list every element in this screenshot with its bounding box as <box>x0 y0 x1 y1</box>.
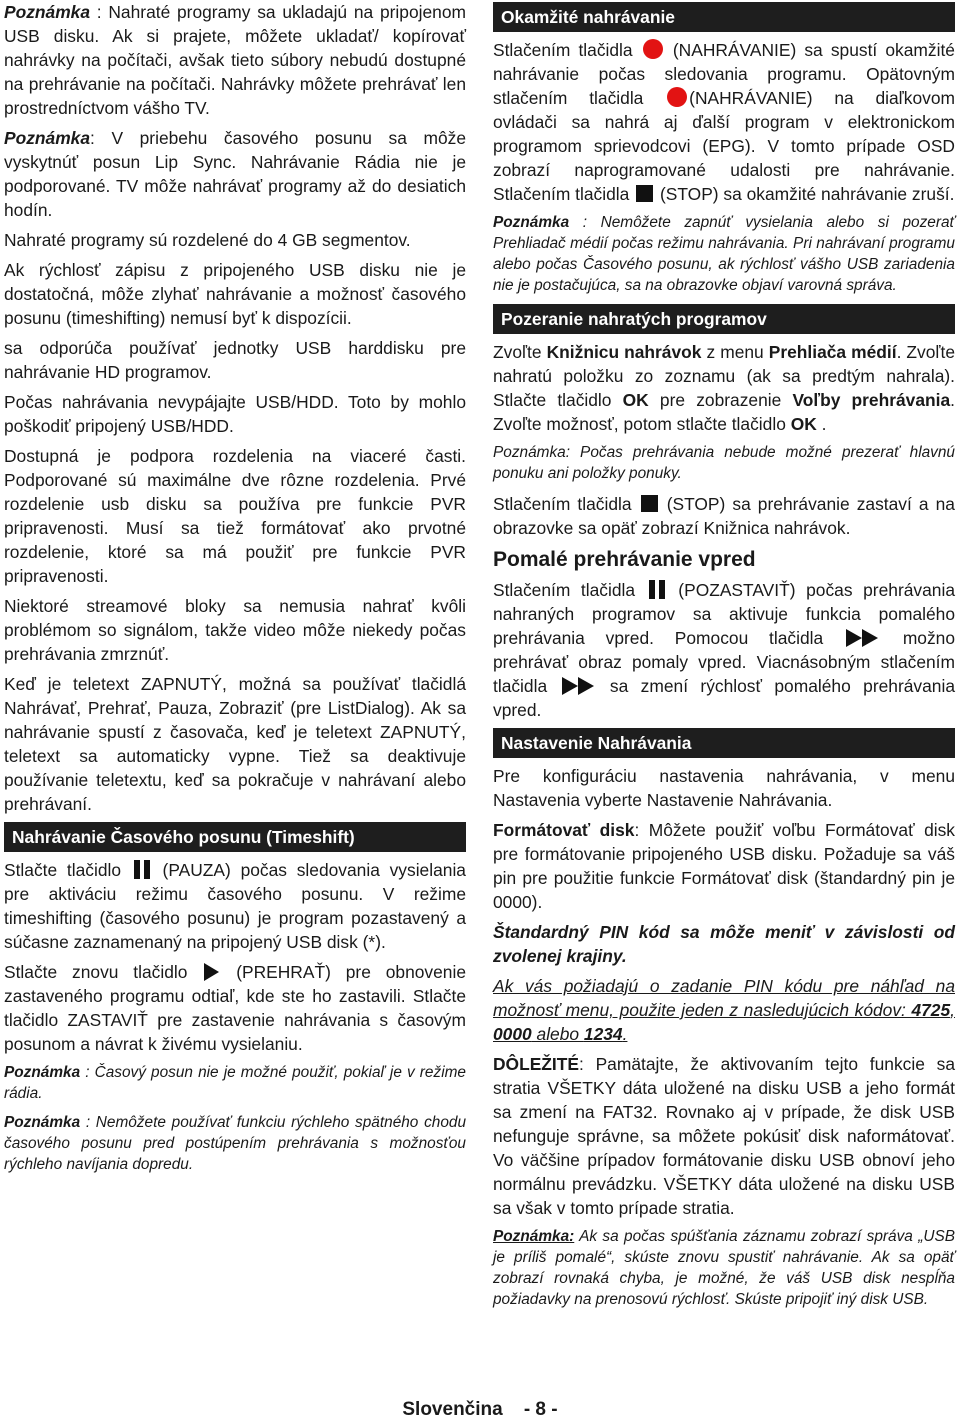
note-media-browser: Poznámka : Nemôžete zapnúť vysielania alebo si pozerať Prehliadač médií počas režimu nahrávania. Pri nahrávaní programu alebo počas Časového posunu, ak rýchlosť vášho USB zariadenia nie je postačujúca, sa na obrazovke objaví varovná správa. <box>493 214 955 294</box>
left-column <box>4 0 466 1183</box>
section-header-watching-recordings: Pozeranie nahratých programov <box>493 304 955 334</box>
pause-icon <box>648 580 666 599</box>
paragraph-pin-codes: Ak vás požiadajú o zadanie PIN kódu pre náhľad na možnosť menu, použite jeden z nasledujúcich kódov: 4725, 0000 alebo 1234. <box>493 976 955 1044</box>
heading-slow-forward: Pomalé prehrávanie vpred <box>493 548 756 571</box>
stop-icon <box>636 185 653 202</box>
paragraph-segments: Nahraté programy sú rozdelené do 4 GB segmentov. <box>4 230 411 250</box>
section-header-instant-recording: Okamžité nahrávanie <box>493 2 955 32</box>
paragraph-stream-blocks: Niektoré streamové bloky sa nemusia nahrať kvôli problémom so signálom, takže video môže niekedy počas prehrávania zmrznúť. <box>4 596 466 664</box>
stop-icon <box>641 495 658 512</box>
note-usb-slow: Poznámka: Ak sa počas spúšťania záznamu zobrazí správa „USB je príliš pomalé“, skúste znovu spustiť nahrávanie. Ak sa opäť zobrazí rovnaká chyba, je možné, že váš USB disk nespĺňa požiadavky na prenosovú rýchlosť. Skúste pripojiť iný disk USB. <box>493 1228 955 1308</box>
right-column <box>493 0 955 1318</box>
section-header-recording-settings: Nastavenie Nahrávania <box>493 728 955 758</box>
fast-forward-icon <box>562 677 596 695</box>
paragraph-partitions: Dostupná je podpora rozdelenia na viaceré časti. Podporované sú maximálne dve rôzne rozdelenia. Prvé rozdelenie usb disku sa používa pre funkcie PVR pripravenosti. Musí sa tiež formátovať ako prvotné rozdelenie, ktoré sa má použiť pre funkcie PVR pripravenosti. <box>4 446 466 586</box>
paragraph-recording-settings: Pre konfiguráciu nastavenia nahrávania, v menu Nastavenia vyberte Nastavenie Nahrávania. <box>493 766 955 810</box>
record-icon <box>667 87 687 107</box>
paragraph-pin-country: Štandardný PIN kód sa môže meniť v závislosti od zvolenej krajiny. <box>493 922 955 966</box>
paragraph-important: DÔLEŽITÉ: Pamätajte, že aktivovaním tejto funkcie sa stratia VŠETKY dáta uložené na disku USB a jeho formát sa zmení na FAT32. Rovnako aj v prípade, že disk USB nefunguje správne, sa môžete pokúsiť disk naformátovať. Vo väčšine prípadov formátovanie disku USB obnoví jeho normálnu prevádzku. VŠETKY dáta uložené na disku USB sa však v tomto prípade stratia. <box>493 1054 955 1218</box>
paragraph-pause-timeshift: Stlačte tlačidlo (PAUZA) počas sledovania vysielania pre aktiváciu režimu časového posunu. V režime timeshifting (časového posunu) je program pozastavený a súčasne zaznamenaný na pripojený USB disk (*). <box>4 860 466 952</box>
paragraph-slow-forward: Stlačením tlačidla (POZASTAVIŤ) počas prehrávania nahraných programov sa aktivuje funkcia pomalého prehrávania vpred. Pomocou tlačidla možno prehrávať obraz pomaly vpred. Viacnásobným stlačením tlačidla sa zmení rýchlosť pomalého prehrávania vpred. <box>493 580 956 720</box>
page-number: - 8 - <box>523 1399 558 1420</box>
note-playback-menu: Poznámka: Počas prehrávania nebude možné prezerať hlavnú ponuku ani položky ponuky. <box>493 444 955 482</box>
note-rewind: Poznámka : Nemôžete používať funkciu rýchleho spätného chodu časového posunu pred postúpením prehrávania s možnosťou rýchleho navíjania dopredu. <box>4 1114 466 1173</box>
paragraph-teletext: Keď je teletext ZAPNUTÝ, možná sa používať tlačidlá Nahrávať, Prehrať, Pauza, Zobraziť (pre ListDialog). Ak sa nahrávanie spustí z časovača, keď je teletext ZAPNUTÝ, teletext sa automaticky vypne. Tiež sa deaktivuje používanie teletextu, keď sa pokračuje v nahrávaní alebo prehrávaní. <box>4 674 466 814</box>
section-header-timeshift: Nahrávanie Časového posunu (Timeshift) <box>4 822 466 852</box>
record-icon <box>643 39 663 59</box>
note-radio-mode: Poznámka : Časový posun nie je možné použiť, pokiaľ je v režime rádia. <box>4 1064 466 1102</box>
page-footer <box>0 1398 960 1422</box>
paragraph-write-speed: Ak rýchlosť zápisu z pripojeného USB disku nie je dostatočná, môže zlyhať nahrávanie a možnosť časového posunu (timeshifting) nemusí byť k dispozícii. <box>4 260 466 328</box>
paragraph-format-disk: Formátovať disk: Môžete použiť voľbu Formátovať disk pre formátovanie pripojeného USB disku. Požaduje sa váš pin pre použitie funkcie Formátovať disk (štandardný pin je 0000). <box>493 820 955 912</box>
paragraph-instant-recording: Stlačením tlačidla (NAHRÁVANIE) sa spustí okamžité nahrávanie počas sledovania programu. Opätovným stlačením tlačidla (NAHRÁVANIE) na diaľkovom ovládači sa nahrá aj ďalší program v elektronickom programom sprievodcovi (EPG). V tomto prípade OSD zobrazí naprogramované udalosti pre nahrávanie. Stlačením tlačidla (STOP) sa okamžité nahrávanie zruší. <box>493 40 955 204</box>
paragraph-play-resume: Stlačte znovu tlačidlo (PREHRAŤ) pre obnovenie zastaveného programu odtiaľ, kde ste ho zastavili. Stlačte tlačidlo ZASTAVIŤ pre zastavenie nahrávania s časovým posunom a návrat k živému vysielaniu. <box>4 962 466 1054</box>
note-timeshift-lipsync: Poznámka: V priebehu časového posunu sa môže vyskytnúť posun Lip Sync. Nahrávanie Rádia nie je podporované. TV môže nahrávať programy až do desiatich hodín. <box>4 128 466 220</box>
fast-forward-icon <box>846 629 880 647</box>
pause-icon <box>133 860 151 879</box>
footer-language: Slovenčina <box>402 1399 503 1420</box>
paragraph-hd-recommendation: sa odporúča používať jednotky USB harddisku pre nahrávanie HD programov. <box>4 338 466 382</box>
paragraph-stop-playback: Stlačením tlačidla (STOP) sa prehrávanie zastaví a na obrazovke sa opäť zobrazí Knižnica nahrávok. <box>493 494 955 538</box>
paragraph-recordings-library: Zvoľte Knižnicu nahrávok z menu Prehliača médií. Zvoľte nahratú položku zo zoznamu (ak sa predtým nahrala). Stlačte tlačidlo OK pre zobrazenie Voľby prehrávania. Zvoľte možnosť, potom stlačte tlačidlo OK . <box>493 342 955 434</box>
paragraph-do-not-unplug: Počas nahrávania nevypájajte USB/HDD. Toto by mohlo poškodiť pripojený USB/HDD. <box>4 392 466 436</box>
play-icon <box>204 963 219 981</box>
note-recorded-storage: Poznámka : Nahraté programy sa ukladajú na pripojenom USB disku. Ak si prajete, môžete ukladať/ kopírovať nahrávky na počítači, avšak tieto súbory nebudú dostupné na prehrávanie na počítači. Nahrávky môžete prehrávať len prostredníctvom vášho TV. <box>4 2 466 118</box>
